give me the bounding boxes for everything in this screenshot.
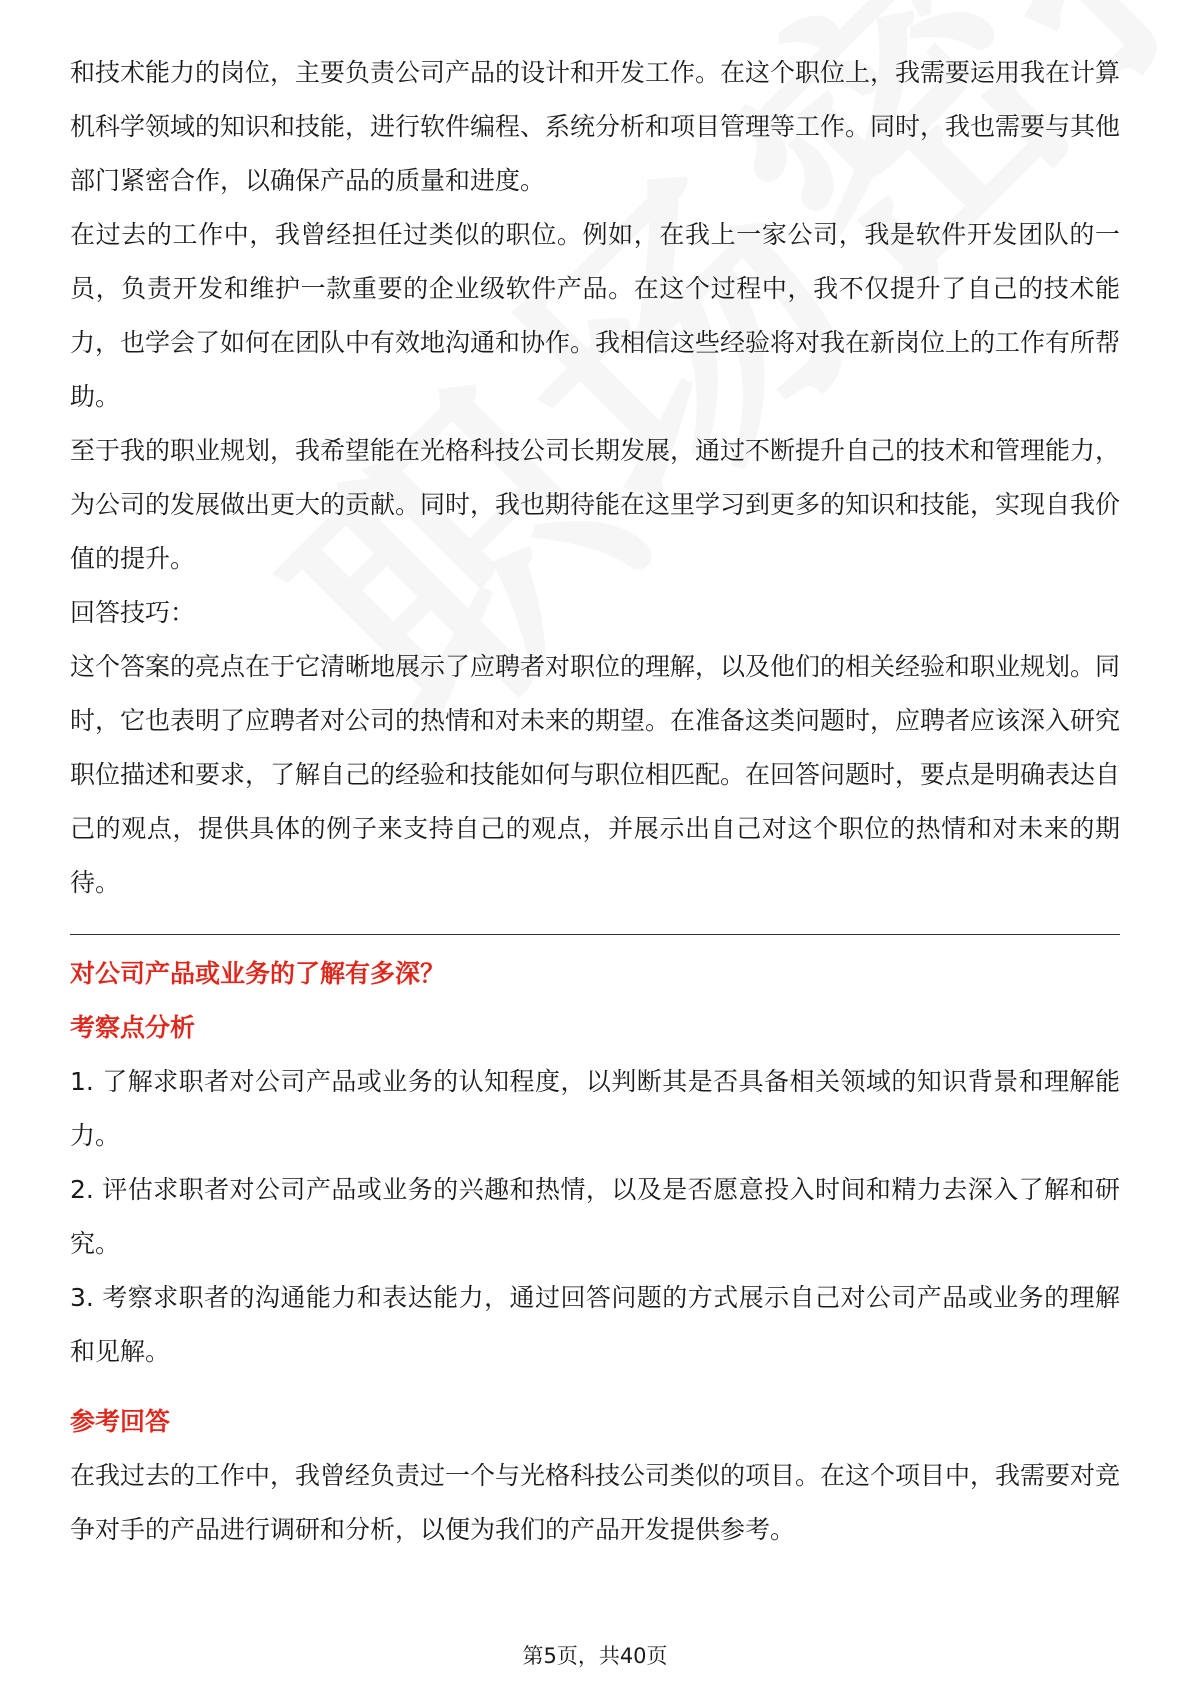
tips-label: 回答技巧：: [70, 598, 196, 627]
question-title: 对公司产品或业务的了解有多深？: [70, 959, 446, 988]
page-footer: 第5页，共40页: [522, 1644, 668, 1668]
tips-paragraph: 这个答案的亮点在于它清晰地展示了应聘者对职位的理解，以及他们的相关经验和职业规划。同时，它也表明了应聘者对公司的热情和对未来的期望。在准备这类问题时，应聘者应该深入研究职位描述和要求，了解自己的经验和技能如何与职位相匹配。在回答问题时，要点是明确表达自己的观点，提供具体的例子来支持自己的观点，并展示出自己对这个职位的热情和对未来的期待。: [70, 652, 1121, 897]
answer-paragraph: 在我过去的工作中，我曾经负责过一个与光格科技公司类似的项目。在这个项目中，我需要对竞争对手的产品进行调研和分析，以便为我们的产品开发提供参考。: [70, 1461, 1121, 1544]
analysis-item-2: 2. 评估求职者对公司产品或业务的兴趣和热情，以及是否愿意投入时间和精力去深入了解和研究。: [70, 1175, 1120, 1258]
analysis-heading: 考察点分析: [70, 1013, 196, 1042]
intro-paragraph-3: 至于我的职业规划，我希望能在光格科技公司长期发展，通过不断提升自己的技术和管理能力，为公司的发展做出更大的贡献。同时，我也期待能在这里学习到更多的知识和技能，实现自我价值的提升。: [70, 436, 1121, 573]
section-divider: [70, 934, 1120, 935]
answer-heading: 参考回答: [70, 1407, 171, 1436]
analysis-item-3: 3. 考察求职者的沟通能力和表达能力，通过回答问题的方式展示自己对公司产品或业务的理解和见解。: [70, 1283, 1120, 1366]
analysis-item-1: 1. 了解求职者对公司产品或业务的认知程度，以判断其是否具备相关领域的知识背景和理解能力。: [70, 1067, 1120, 1150]
intro-paragraph-1: 和技术能力的岗位，主要负责公司产品的设计和开发工作。在这个职位上，我需要运用我在计算机科学领域的知识和技能，进行软件编程、系统分析和项目管理等工作。同时，我也需要与其他部门紧密合作，以确保产品的质量和进度。: [70, 58, 1121, 195]
page-content: [70, 46, 1120, 1557]
intro-paragraph-2: 在过去的工作中，我曾经担任过类似的职位。例如，在我上一家公司，我是软件开发团队的一员，负责开发和维护一款重要的企业级软件产品。在这个过程中，我不仅提升了自己的技术能力，也学会了如何在团队中有效地沟通和协作。我相信这些经验将对我在新岗位上的工作有所帮助。: [70, 220, 1121, 411]
